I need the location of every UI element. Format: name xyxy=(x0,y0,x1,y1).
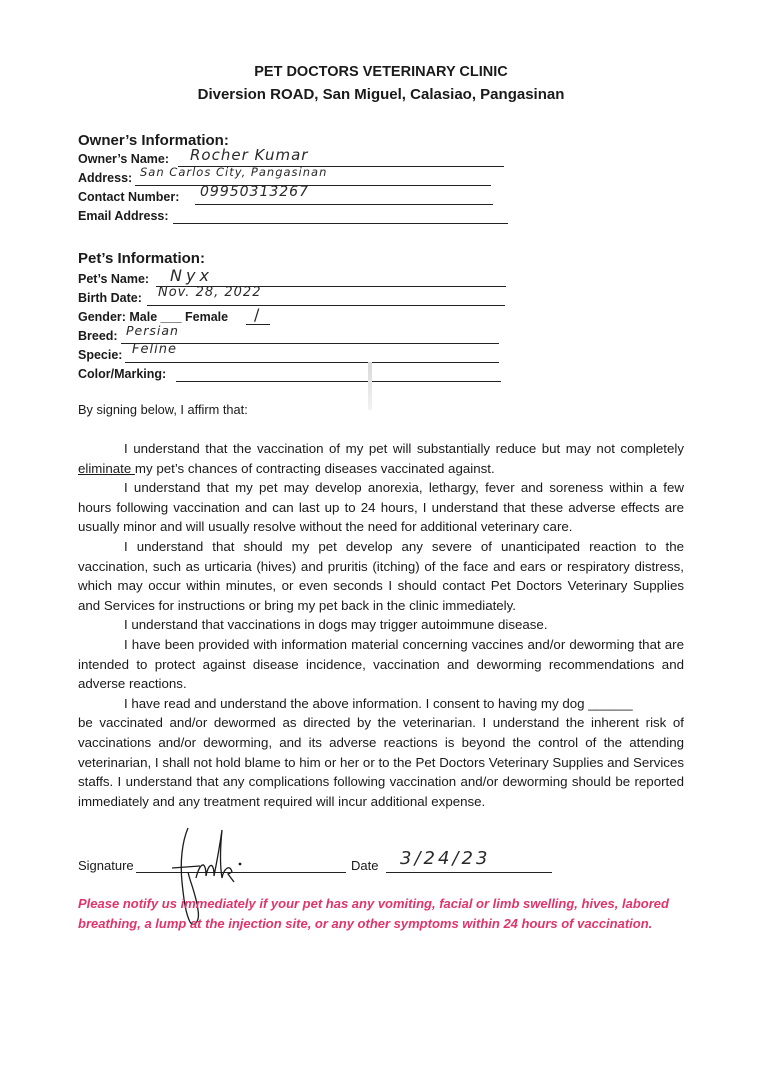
owner-name-label: Owner’s Name: xyxy=(78,152,170,166)
consent-paragraph-2: I understand that my pet may develop anorexia, lethargy, fever and soreness within a few hours following vaccination and can last up to 24 hours, I understand that these adverse effects are usually minor and will usually resolve without the need for additional veterinary care. xyxy=(78,480,684,535)
clinic-name: PET DOCTORS VETERINARY CLINIC xyxy=(254,64,508,80)
pet-section-title: Pet’s Information: xyxy=(78,250,205,267)
consent-paragraph-3: I understand that should my pet develop any severe of unanticipated reaction to the vaccination, such as urticaria (hives) and pruritis (itching) of the face and ears or respiratory distress, which may occur within minutes, or even seconds I should contact Pet Doctors Veterinary Supplies and Services for instructions or bring my pet back in the clinic immediately. xyxy=(78,538,684,613)
affirm-intro: By signing below, I affirm that: xyxy=(78,402,248,417)
date-value: 3/24/23 xyxy=(400,848,491,869)
signature-label: Signature xyxy=(78,858,134,873)
consent-paragraph-5: I have been provided with information material concerning vaccines and/or deworming that are intended to protect against disease incidence, vaccination and deworming recommendations and adverse reactions. xyxy=(78,636,684,692)
owner-name-value: Rocher Kumar xyxy=(190,146,309,164)
email-address-label: Email Address: xyxy=(78,209,169,223)
gender-label: Gender: Male ___ Female xyxy=(78,310,229,324)
consent-paragraph-6-first: I have read and understand the above information. I consent to having my dog ______ xyxy=(124,695,633,711)
consent-paragraph-4: I understand that vaccinations in dogs may trigger autoimmune disease. xyxy=(124,617,548,633)
owner-address-label: Address: xyxy=(78,171,133,185)
color-marking-label: Color/Marking: xyxy=(78,367,167,381)
pet-name-value: Nyx xyxy=(170,266,213,285)
birth-date-value: Nov. 28, 2022 xyxy=(158,285,262,300)
contact-number-value: 09950313267 xyxy=(200,184,309,200)
consent-paragraph-1: I understand that the vaccination of my pet will substantially reduce but may not completely eliminate my pet’s chances of contracting diseases vaccinated against. xyxy=(78,441,684,476)
clinic-address: Diversion ROAD, San Miguel, Calasiao, Pangasinan xyxy=(197,86,565,103)
date-line[interactable] xyxy=(386,872,552,873)
specie-value: Feline xyxy=(132,342,177,357)
scan-smudge xyxy=(368,362,372,410)
birth-date-label: Birth Date: xyxy=(78,291,142,305)
owner-address-value: San Carlos City, Pangasinan xyxy=(140,165,328,179)
consent-text xyxy=(78,439,684,811)
consent-paragraph-6-rest: be vaccinated and/or dewormed as directed by the veterinarian. I understand the inherent risk of vaccinations and/or deworming, and its adverse reactions is beyond the control of the attending veterinarian, I shall not hold blame to him or her or to the Pet Doctors Veterinary Supplies and Services staffs. I understand that any complications following vaccination and/or deworming should be reported immediately and any treatment required will incur additional expense. xyxy=(78,715,684,809)
owner-section-title: Owner’s Information: xyxy=(78,132,229,149)
specie-label: Specie: xyxy=(78,348,123,362)
contact-number-label: Contact Number: xyxy=(78,190,180,204)
pet-name-label: Pet’s Name: xyxy=(78,272,150,286)
date-label: Date xyxy=(351,858,379,873)
gender-female-mark: / xyxy=(254,305,261,324)
breed-label: Breed: xyxy=(78,329,118,343)
notice-text: Please notify us immediately if your pet has any vomiting, facial or limb swelling, hives, labored breathing, a lump at the injection site, or any other symptoms within 24 hours of vaccination. xyxy=(78,896,669,931)
breed-value: Persian xyxy=(126,323,179,338)
